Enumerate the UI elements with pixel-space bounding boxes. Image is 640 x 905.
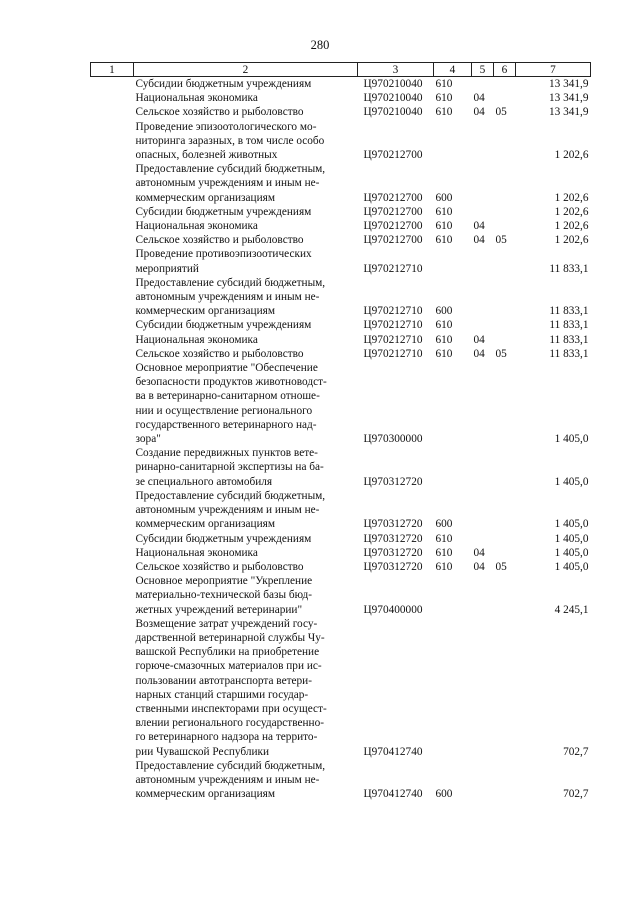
- target-code: Ц970312720: [363, 475, 423, 488]
- item-name-line: Субсидии бюджетным учреждениям: [135, 319, 312, 332]
- subsection-code: [494, 574, 516, 617]
- item-name: [134, 574, 358, 617]
- item-name: [134, 446, 358, 489]
- subsection-code: 05: [495, 234, 507, 247]
- section-code: [472, 489, 494, 532]
- item-name: [134, 205, 358, 219]
- item-name-line: Предоставление субсидий бюджетным,: [135, 759, 326, 772]
- expense-type: 600: [435, 788, 453, 801]
- blank-cell: [91, 219, 134, 233]
- subsection-code: [494, 276, 516, 319]
- item-name: [134, 532, 358, 546]
- target-code: Ц970212710: [363, 319, 423, 332]
- item-name: [134, 560, 358, 574]
- amount: 702,7: [563, 788, 589, 801]
- table-row: [91, 247, 591, 275]
- item-name-line: Национальная экономика: [135, 333, 258, 346]
- expense-type: 600: [435, 305, 453, 318]
- section-code: 04: [473, 92, 485, 105]
- blank-cell: [91, 759, 134, 802]
- table-row: [91, 276, 591, 319]
- subsection-code: [494, 617, 516, 759]
- target-code: Ц970210040: [363, 78, 423, 90]
- blank-cell: [91, 162, 134, 205]
- blank-cell: [91, 532, 134, 546]
- section-code: [472, 574, 494, 617]
- amount: 1 202,6: [554, 220, 589, 233]
- item-name: [134, 759, 358, 802]
- expense-type: 610: [435, 220, 453, 233]
- target-code: Ц970312720: [363, 518, 423, 531]
- expense-type: 600: [435, 191, 453, 204]
- item-name-line: Национальная экономика: [135, 92, 258, 105]
- target-code: Ц970212700: [363, 191, 423, 204]
- blank-cell: [91, 560, 134, 574]
- expense-type: 610: [435, 92, 453, 105]
- item-name-line: пользовании автотранспорта ветери-: [135, 674, 312, 687]
- blank-cell: [91, 276, 134, 319]
- target-code: Ц970312720: [363, 560, 423, 573]
- amount: 1 405,0: [554, 475, 589, 488]
- item-name-line: Субсидии бюджетным учреждениям: [135, 78, 312, 90]
- item-name-line: ва в ветеринарно-санитарном отноше-: [135, 390, 320, 403]
- expense-type: 610: [435, 106, 453, 119]
- subsection-code: 05: [495, 106, 507, 119]
- target-code: Ц970412740: [363, 788, 423, 801]
- table-row: [91, 617, 591, 759]
- target-code: Ц970212700: [363, 205, 423, 218]
- target-code: Ц970212700: [363, 220, 423, 233]
- column-number: 5: [472, 63, 494, 77]
- target-code: Ц970212710: [363, 305, 423, 318]
- item-name-line: ринарно-санитарной экспертизы на ба-: [135, 461, 324, 474]
- subsection-code: [494, 532, 516, 546]
- table-row: [91, 446, 591, 489]
- amount: 1 405,0: [554, 518, 589, 531]
- blank-cell: [91, 91, 134, 105]
- item-name-line: автономным учреждениям и иным не-: [135, 291, 320, 304]
- amount: 11 833,1: [549, 262, 589, 275]
- table-row: [91, 489, 591, 532]
- amount: 702,7: [563, 745, 589, 758]
- table-row: [91, 333, 591, 347]
- blank-cell: [91, 361, 134, 446]
- item-name-line: Сельское хозяйство и рыболовство: [135, 560, 304, 573]
- expense-type: 610: [435, 234, 453, 247]
- item-name-line: государственного ветеринарного над-: [135, 418, 317, 431]
- item-name-line: Проведение эпизоотологического мо-: [135, 120, 317, 133]
- amount: 1 202,6: [554, 234, 589, 247]
- subsection-code: [494, 120, 516, 163]
- budget-table: [90, 62, 591, 801]
- item-name: [134, 318, 358, 332]
- section-code: 04: [473, 333, 485, 346]
- item-name: [134, 489, 358, 532]
- item-name: [134, 347, 358, 361]
- target-code: Ц970312720: [363, 532, 423, 545]
- item-name-line: Субсидии бюджетным учреждениям: [135, 205, 312, 218]
- item-name-line: Национальная экономика: [135, 546, 258, 559]
- item-name: [134, 162, 358, 205]
- target-code: Ц970400000: [363, 603, 423, 616]
- section-code: [472, 247, 494, 275]
- table-row: [91, 574, 591, 617]
- item-name-line: Проведение противоэпизоотических: [135, 248, 312, 261]
- item-name-line: материально-технической базы бюд-: [135, 589, 313, 602]
- amount: 13 341,9: [548, 78, 589, 90]
- item-name-line: Предоставление субсидий бюджетным,: [135, 163, 326, 176]
- item-name-line: Сельское хозяйство и рыболовство: [135, 347, 304, 360]
- table-row: [91, 105, 591, 119]
- expense-type: 610: [435, 78, 453, 90]
- amount: 4 245,1: [554, 603, 589, 616]
- table-row: [91, 759, 591, 802]
- amount: 1 405,0: [554, 532, 589, 545]
- item-name-line: зе специального автомобиля: [135, 475, 273, 488]
- expense-type: [434, 617, 472, 759]
- target-code: Ц970212710: [363, 262, 423, 275]
- item-name: [134, 233, 358, 247]
- target-code: Ц970212700: [363, 149, 423, 162]
- section-code: 04: [473, 234, 485, 247]
- table-row: [91, 219, 591, 233]
- subsection-code: [494, 318, 516, 332]
- blank-cell: [91, 120, 134, 163]
- item-name: [134, 617, 358, 759]
- expense-type: [434, 446, 472, 489]
- item-name: [134, 219, 358, 233]
- item-name-line: го ветеринарного надзора на террито-: [135, 731, 318, 744]
- section-code: [472, 617, 494, 759]
- item-name-line: коммерческим организациям: [135, 788, 275, 801]
- target-code: Ц970300000: [363, 433, 423, 446]
- item-name-line: автономным учреждениям и иным не-: [135, 504, 320, 517]
- item-name-line: безопасности продуктов животноводст-: [135, 376, 327, 389]
- table-row: [91, 120, 591, 163]
- table-row: [91, 91, 591, 105]
- subsection-code: [494, 546, 516, 560]
- item-name-line: Основное мероприятие "Укрепление: [135, 575, 313, 588]
- item-name-line: Субсидии бюджетным учреждениям: [135, 532, 312, 545]
- table-row: [91, 560, 591, 574]
- item-name-line: ственными инспекторами при осущест-: [135, 702, 327, 715]
- target-code: Ц970210040: [363, 92, 423, 105]
- section-code: [472, 77, 494, 92]
- item-name: [134, 546, 358, 560]
- item-name-line: жетных учреждений ветеринарии": [135, 603, 303, 616]
- section-code: [472, 361, 494, 446]
- table-row: [91, 347, 591, 361]
- blank-cell: [91, 205, 134, 219]
- column-number: 7: [516, 63, 591, 77]
- section-code: [472, 759, 494, 802]
- target-code: Ц970212710: [363, 347, 423, 360]
- item-name-line: Сельское хозяйство и рыболовство: [135, 234, 304, 247]
- table-row: [91, 233, 591, 247]
- item-name: [134, 120, 358, 163]
- expense-type: 610: [435, 347, 453, 360]
- section-code: [472, 162, 494, 205]
- subsection-code: [494, 333, 516, 347]
- amount: 1 405,0: [554, 546, 589, 559]
- blank-cell: [91, 318, 134, 332]
- amount: 11 833,1: [549, 333, 589, 346]
- item-name-line: Возмещение затрат учреждений госу-: [135, 617, 318, 630]
- expense-type: [434, 361, 472, 446]
- column-number-row: [91, 63, 591, 77]
- amount: 13 341,9: [548, 106, 589, 119]
- item-name-line: Создание передвижных пунктов вете-: [135, 447, 318, 460]
- blank-cell: [91, 247, 134, 275]
- amount: 1 405,0: [554, 560, 589, 573]
- blank-cell: [91, 105, 134, 119]
- blank-cell: [91, 489, 134, 532]
- item-name: [134, 333, 358, 347]
- item-name-line: коммерческим организациям: [135, 191, 275, 204]
- table-row: [91, 162, 591, 205]
- item-name: [134, 77, 358, 92]
- blank-cell: [91, 617, 134, 759]
- section-code: 04: [473, 220, 485, 233]
- target-code: Ц970212710: [363, 333, 423, 346]
- item-name-line: опасных, болезней животных: [135, 149, 278, 162]
- subsection-code: [494, 205, 516, 219]
- blank-cell: [91, 77, 134, 92]
- amount: 1 202,6: [554, 149, 589, 162]
- subsection-code: 05: [495, 347, 507, 360]
- target-code: Ц970210040: [363, 106, 423, 119]
- amount: 11 833,1: [549, 305, 589, 318]
- subsection-code: [494, 489, 516, 532]
- amount: 1 202,6: [554, 205, 589, 218]
- expense-type: 610: [435, 205, 453, 218]
- expense-type: 610: [435, 532, 453, 545]
- item-name-line: дарственной ветеринарной службы Чу-: [135, 631, 325, 644]
- subsection-code: [494, 759, 516, 802]
- column-number: 6: [494, 63, 516, 77]
- amount: 11 833,1: [549, 347, 589, 360]
- expense-type: [434, 247, 472, 275]
- subsection-code: [494, 77, 516, 92]
- subsection-code: [494, 361, 516, 446]
- item-name-line: зора": [135, 433, 161, 446]
- item-name-line: коммерческим организациям: [135, 305, 275, 318]
- item-name-line: автономным учреждениям и иным не-: [135, 773, 320, 786]
- item-name-line: Национальная экономика: [135, 220, 258, 233]
- subsection-code: [494, 91, 516, 105]
- amount: 13 341,9: [548, 92, 589, 105]
- subsection-code: [494, 219, 516, 233]
- table-row: [91, 77, 591, 92]
- table-row: [91, 205, 591, 219]
- target-code: Ц970412740: [363, 745, 423, 758]
- section-code: 04: [473, 546, 485, 559]
- item-name-line: Основное мероприятие "Обеспечение: [135, 362, 318, 375]
- table-row: [91, 318, 591, 332]
- item-name-line: автономным учреждениям и иным не-: [135, 177, 320, 190]
- item-name-line: Предоставление субсидий бюджетным,: [135, 276, 326, 289]
- subsection-code: 05: [495, 560, 507, 573]
- section-code: [472, 120, 494, 163]
- item-name-line: нарных станций старшими государ-: [135, 688, 309, 701]
- expense-type: [434, 574, 472, 617]
- section-code: [472, 532, 494, 546]
- expense-type: [434, 120, 472, 163]
- expense-type: 610: [435, 560, 453, 573]
- subsection-code: [494, 446, 516, 489]
- item-name-line: Сельское хозяйство и рыболовство: [135, 106, 304, 119]
- blank-cell: [91, 347, 134, 361]
- item-name: [134, 247, 358, 275]
- section-code: 04: [473, 106, 485, 119]
- target-code: Ц970312720: [363, 546, 423, 559]
- expense-type: 610: [435, 333, 453, 346]
- column-number: 3: [358, 63, 434, 77]
- amount: 1 202,6: [554, 191, 589, 204]
- column-number: 2: [134, 63, 358, 77]
- column-number: 4: [434, 63, 472, 77]
- item-name: [134, 276, 358, 319]
- item-name-line: коммерческим организациям: [135, 518, 275, 531]
- section-code: 04: [473, 347, 485, 360]
- expense-type: 600: [435, 518, 453, 531]
- blank-cell: [91, 574, 134, 617]
- item-name-line: влении регионального государственно-: [135, 717, 324, 730]
- item-name: [134, 105, 358, 119]
- subsection-code: [494, 247, 516, 275]
- item-name-line: мероприятий: [135, 262, 199, 275]
- expense-type: 610: [435, 546, 453, 559]
- table-row: [91, 546, 591, 560]
- subsection-code: [494, 162, 516, 205]
- item-name: [134, 361, 358, 446]
- table-row: [91, 361, 591, 446]
- item-name-line: ниторинга заразных, в том числе особо: [135, 134, 325, 147]
- item-name-line: Предоставление субсидий бюджетным,: [135, 489, 326, 502]
- item-name: [134, 91, 358, 105]
- section-code: [472, 318, 494, 332]
- blank-cell: [91, 546, 134, 560]
- section-code: [472, 276, 494, 319]
- expense-type: 610: [435, 319, 453, 332]
- table-row: [91, 532, 591, 546]
- column-number: 1: [91, 63, 134, 77]
- item-name-line: рии Чувашской Республики: [135, 745, 270, 758]
- item-name-line: вашской Республики на приобретение: [135, 646, 320, 659]
- item-name-line: горюче-смазочных материалов при ис-: [135, 660, 322, 673]
- blank-cell: [91, 333, 134, 347]
- blank-cell: [91, 233, 134, 247]
- target-code: Ц970212700: [363, 234, 423, 247]
- section-code: 04: [473, 560, 485, 573]
- item-name-line: нии и осуществление регионального: [135, 404, 313, 417]
- section-code: [472, 446, 494, 489]
- blank-cell: [91, 446, 134, 489]
- section-code: [472, 205, 494, 219]
- page-number: 280: [310, 38, 330, 52]
- amount: 11 833,1: [549, 319, 589, 332]
- amount: 1 405,0: [554, 433, 589, 446]
